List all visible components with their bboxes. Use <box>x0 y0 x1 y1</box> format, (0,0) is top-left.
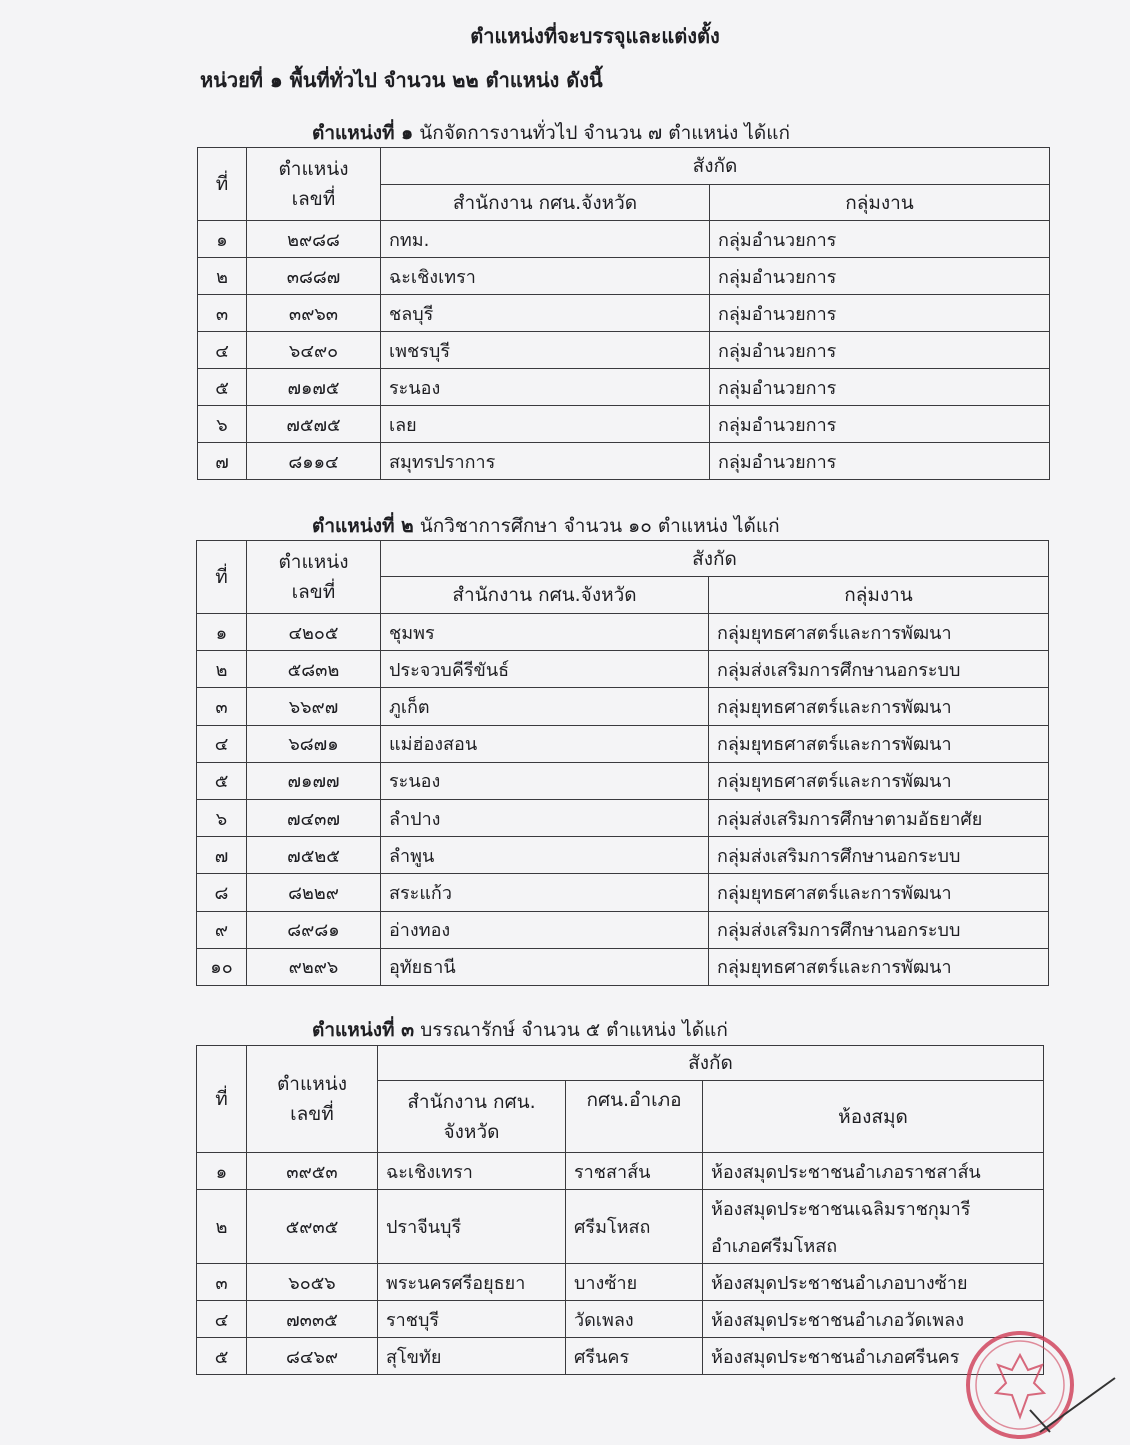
table-row <box>197 948 1049 985</box>
work-group: กลุ่มอำนวยการ <box>710 332 1050 369</box>
header-office: สำนักงาน กศน.จังหวัด <box>381 577 709 614</box>
provincial-office: ฉะเชิงเทรา <box>381 258 710 295</box>
row-number: ๔ <box>197 1301 247 1338</box>
row-number: ๙ <box>197 911 247 948</box>
provincial-office: อ่างทอง <box>381 911 709 948</box>
library-name-line2: อำเภอศรีมโหสถ <box>711 1235 838 1257</box>
row-number: ๖ <box>198 406 247 443</box>
header-affiliation: สังกัด <box>381 148 1050 185</box>
header-office-line2: จังหวัด <box>443 1120 500 1143</box>
provincial-office: ระนอง <box>381 369 710 406</box>
table-row <box>197 799 1049 836</box>
district-office: วัดเพลง <box>566 1301 703 1338</box>
header-position-no-line2: เลขที่ <box>291 188 336 210</box>
header-no: ที่ <box>197 541 247 614</box>
row-number: ๔ <box>198 332 247 369</box>
provincial-office: ฉะเชิงเทรา <box>378 1153 566 1190</box>
header-position-no-line1: ตำแหน่ง <box>276 1073 348 1095</box>
position-number: ๒๙๘๘ <box>247 221 381 258</box>
provincial-office: กทม. <box>381 221 710 258</box>
table-row <box>198 295 1050 332</box>
table-row <box>197 762 1049 799</box>
position-number: ๗๕๗๕ <box>247 406 381 443</box>
table-row <box>198 258 1050 295</box>
table-row <box>197 837 1049 874</box>
row-number: ๕ <box>197 762 247 799</box>
work-group: กลุ่มส่งเสริมการศึกษานอกระบบ <box>709 651 1049 688</box>
row-number: ๒ <box>198 258 247 295</box>
row-number: ๒ <box>197 1190 247 1264</box>
work-group: กลุ่มอำนวยการ <box>710 295 1050 332</box>
library-name-line1: ห้องสมุดประชาชนอำเภอบางซ้าย <box>711 1272 968 1294</box>
provincial-office: พระนครศรีอยุธยา <box>378 1264 566 1301</box>
row-number: ๑ <box>198 221 247 258</box>
work-group: กลุ่มยุทธศาสตร์และการพัฒนา <box>709 614 1049 651</box>
section1-caption-bold: ตำแหน่งที่ ๑ <box>312 122 414 144</box>
district-office: ราชสาส์น <box>566 1153 703 1190</box>
position-number: ๗๕๒๕ <box>247 837 381 874</box>
header-position-no-line2: เลขที่ <box>290 1103 334 1125</box>
table-row <box>198 443 1050 480</box>
work-group: กลุ่มอำนวยการ <box>710 406 1050 443</box>
section3-table <box>196 1045 1044 1375</box>
header-position-no <box>247 148 381 221</box>
work-group: กลุ่มส่งเสริมการศึกษาตามอัธยาศัย <box>709 799 1049 836</box>
table-row <box>197 614 1049 651</box>
row-number: ๑ <box>197 614 247 651</box>
provincial-office: สมุทรปราการ <box>381 443 710 480</box>
position-number: ๖๘๗๑ <box>247 725 381 762</box>
table-row <box>198 332 1050 369</box>
section3-caption-rest: บรรณารักษ์ จำนวน ๕ ตำแหน่ง ได้แก่ <box>414 1019 728 1041</box>
position-number: ๘๔๖๙ <box>247 1338 378 1375</box>
table-row <box>197 1153 1044 1190</box>
row-number: ๓ <box>197 688 247 725</box>
work-group: กลุ่มยุทธศาสตร์และการพัฒนา <box>709 874 1049 911</box>
section1-caption <box>312 118 790 148</box>
district-office: ศรีมโหสถ <box>566 1190 703 1264</box>
header-group: กลุ่มงาน <box>709 577 1049 614</box>
provincial-office: ชุมพร <box>381 614 709 651</box>
row-number: ๑ <box>197 1153 247 1190</box>
work-group: กลุ่มอำนวยการ <box>710 443 1050 480</box>
position-number: ๘๙๘๑ <box>247 911 381 948</box>
library-name-line1: ห้องสมุดประชาชนเฉลิมราชกุมารี <box>711 1198 971 1220</box>
table-row <box>197 911 1049 948</box>
district-office: บางซ้าย <box>566 1264 703 1301</box>
table-row <box>197 688 1049 725</box>
row-number: ๗ <box>197 837 247 874</box>
provincial-office: ระนอง <box>381 762 709 799</box>
provincial-office: อุทัยธานี <box>381 948 709 985</box>
table-row <box>197 1301 1044 1338</box>
position-number: ๓๘๘๗ <box>247 258 381 295</box>
signature-icon <box>1010 1370 1120 1434</box>
work-group: กลุ่มอำนวยการ <box>710 221 1050 258</box>
table-row <box>197 1190 1044 1264</box>
table-row <box>197 874 1049 911</box>
header-position-no <box>247 541 381 614</box>
position-number: ๘๑๑๔ <box>247 443 381 480</box>
table-row <box>198 221 1050 258</box>
table-row <box>198 406 1050 443</box>
provincial-office: ภูเก็ต <box>381 688 709 725</box>
header-district: กศน.อำเภอ <box>566 1081 703 1153</box>
header-no: ที่ <box>197 1046 247 1153</box>
provincial-office: ปราจีนบุรี <box>378 1190 566 1264</box>
header-position-no-line1: ตำแหน่ง <box>278 551 349 573</box>
library-name-line1: ห้องสมุดประชาชนอำเภอราชสาส์น <box>711 1161 981 1183</box>
position-number: ๗๔๓๗ <box>247 799 381 836</box>
header-affiliation: สังกัด <box>381 541 1049 577</box>
section2-caption-rest: นักวิชาการศึกษา จำนวน ๑๐ ตำแหน่ง ได้แก่ <box>413 515 780 537</box>
provincial-office: สระแก้ว <box>381 874 709 911</box>
row-number: ๖ <box>197 799 247 836</box>
library-name <box>703 1264 1044 1301</box>
work-group: กลุ่มยุทธศาสตร์และการพัฒนา <box>709 725 1049 762</box>
table-row <box>197 651 1049 688</box>
row-number: ๕ <box>197 1338 247 1375</box>
header-affiliation: สังกัด <box>378 1046 1044 1081</box>
work-group: กลุ่มยุทธศาสตร์และการพัฒนา <box>709 948 1049 985</box>
row-number: ๑๐ <box>197 948 247 985</box>
section3-caption <box>312 1015 728 1045</box>
provincial-office: ประจวบคีรีขันธ์ <box>381 651 709 688</box>
position-number: ๖๔๙๐ <box>247 332 381 369</box>
row-number: ๕ <box>198 369 247 406</box>
header-library: ห้องสมุด <box>703 1081 1044 1153</box>
district-office: ศรีนคร <box>566 1338 703 1375</box>
table-row <box>197 725 1049 762</box>
provincial-office: เพชรบุรี <box>381 332 710 369</box>
work-group: กลุ่มอำนวยการ <box>710 369 1050 406</box>
header-office-line1: สำนักงาน กศน. <box>407 1090 536 1113</box>
provincial-office: ลำปาง <box>381 799 709 836</box>
library-name <box>703 1190 1044 1264</box>
document-title: ตำแหน่งที่จะบรรจุและแต่งตั้ง <box>470 24 720 48</box>
provincial-office: เลย <box>381 406 710 443</box>
section2-caption <box>312 511 780 541</box>
work-group: กลุ่มยุทธศาสตร์และการพัฒนา <box>709 688 1049 725</box>
unit-heading: หน่วยที่ ๑ พื้นที่ทั่วไป จำนวน ๒๒ ตำแหน่ง ดังนี้ <box>200 68 603 92</box>
section1-table <box>197 147 1050 480</box>
section2-caption-bold: ตำแหน่งที่ ๒ <box>312 515 414 537</box>
provincial-office: ราชบุรี <box>378 1301 566 1338</box>
row-number: ๗ <box>198 443 247 480</box>
position-number: ๗๓๓๕ <box>247 1301 378 1338</box>
library-name-line1: ห้องสมุดประชาชนอำเภอวัดเพลง <box>711 1309 964 1331</box>
row-number: ๓ <box>197 1264 247 1301</box>
row-number: ๒ <box>197 651 247 688</box>
work-group: กลุ่มส่งเสริมการศึกษานอกระบบ <box>709 911 1049 948</box>
position-number: ๗๑๗๗ <box>247 762 381 799</box>
provincial-office: ชลบุรี <box>381 295 710 332</box>
table-row <box>198 369 1050 406</box>
work-group: กลุ่มอำนวยการ <box>710 258 1050 295</box>
header-group: กลุ่มงาน <box>710 185 1050 221</box>
position-number: ๗๑๗๕ <box>247 369 381 406</box>
row-number: ๘ <box>197 874 247 911</box>
position-number: ๔๒๐๕ <box>247 614 381 651</box>
library-name-line1: ห้องสมุดประชาชนอำเภอศรีนคร <box>711 1346 960 1368</box>
table-row <box>197 1338 1044 1375</box>
position-number: ๙๒๙๖ <box>247 948 381 985</box>
position-number: ๓๙๖๓ <box>247 295 381 332</box>
provincial-office: ลำพูน <box>381 837 709 874</box>
header-office: สำนักงาน กศน.จังหวัด <box>381 185 710 221</box>
position-number: ๘๒๒๙ <box>247 874 381 911</box>
header-position-no-line1: ตำแหน่ง <box>278 158 349 180</box>
position-number: ๓๙๕๓ <box>247 1153 378 1190</box>
work-group: กลุ่มยุทธศาสตร์และการพัฒนา <box>709 762 1049 799</box>
provincial-office: แม่ฮ่องสอน <box>381 725 709 762</box>
section3-caption-bold: ตำแหน่งที่ ๓ <box>312 1019 415 1041</box>
table-row <box>197 1264 1044 1301</box>
work-group: กลุ่มส่งเสริมการศึกษานอกระบบ <box>709 837 1049 874</box>
library-name <box>703 1153 1044 1190</box>
position-number: ๖๐๕๖ <box>247 1264 378 1301</box>
header-office <box>378 1081 566 1153</box>
header-no: ที่ <box>198 148 247 221</box>
position-number: ๕๘๓๒ <box>247 651 381 688</box>
position-number: ๖๖๙๗ <box>247 688 381 725</box>
row-number: ๔ <box>197 725 247 762</box>
header-position-no-line2: เลขที่ <box>291 581 336 603</box>
row-number: ๓ <box>198 295 247 332</box>
section1-caption-rest: นักจัดการงานทั่วไป จำนวน ๗ ตำแหน่ง ได้แก่ <box>413 122 790 144</box>
position-number: ๕๙๓๕ <box>247 1190 378 1264</box>
header-position-no <box>247 1046 378 1153</box>
provincial-office: สุโขทัย <box>378 1338 566 1375</box>
section2-table <box>196 540 1049 986</box>
